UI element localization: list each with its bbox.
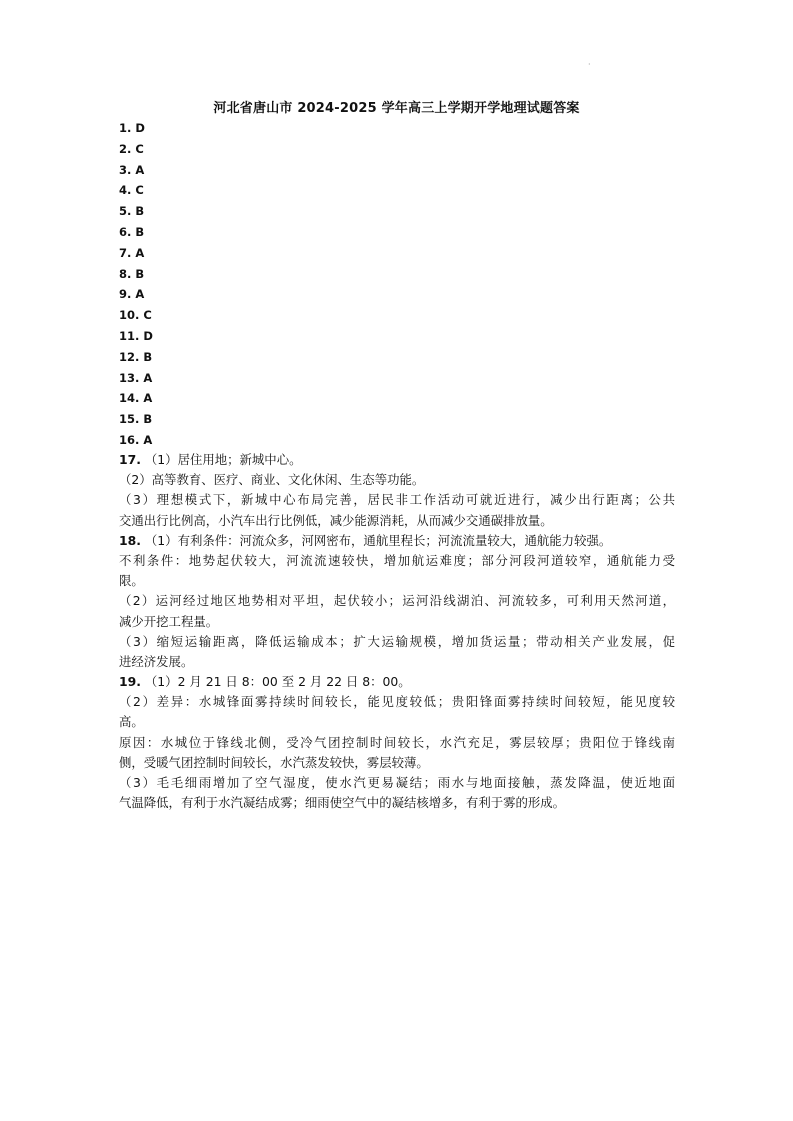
answer-item: 1. D bbox=[119, 121, 145, 135]
answer-item: 12. B bbox=[119, 349, 153, 364]
answer-details bbox=[119, 450, 675, 813]
document-title: 河北省唐山市 2024-2025 学年高三上学期开学地理试题答案 bbox=[213, 101, 580, 116]
question-number: 17. bbox=[119, 452, 141, 467]
q19-line bbox=[119, 672, 675, 692]
answer-item: 8. B bbox=[119, 266, 145, 281]
answer-item: 14. A bbox=[119, 391, 153, 406]
question-number: 18. bbox=[119, 532, 141, 548]
q19-line3: 高。 bbox=[119, 714, 144, 730]
q17-line bbox=[119, 450, 675, 470]
answer-list bbox=[119, 118, 679, 451]
answer-item: 7. A bbox=[119, 245, 145, 260]
q18-line5: 减少开挖工程量。 bbox=[119, 613, 219, 629]
q18-line3: 限。 bbox=[119, 573, 144, 589]
answer-item: 13. A bbox=[119, 370, 153, 385]
answer-item: 2. C bbox=[119, 141, 144, 156]
corner-mark: · bbox=[588, 60, 591, 69]
answer-item: 11. D bbox=[119, 328, 153, 343]
q19-line2: （2）差异：水城锋面雾持续时间较长，能见度较低；贵阳锋面雾持续时间较短，能见度较 bbox=[119, 694, 675, 710]
q19-line1: （1）2 月 21 日 8：00 至 2 月 22 日 8：00。 bbox=[144, 674, 411, 690]
q17-line3: （3）理想模式下，新城中心布局完善，居民非工作活动可就近进行，减少出行距离；公共 bbox=[119, 492, 675, 508]
question-number: 19. bbox=[119, 674, 141, 690]
answer-item: 5. B bbox=[119, 204, 145, 219]
answer-item: 4. C bbox=[119, 183, 144, 198]
answer-item: 9. A bbox=[119, 287, 145, 302]
q19-line4: 原因：水城位于锋线北侧，受冷气团控制时间较长，水汽充足，雾层较厚；贵阳位于锋线南 bbox=[119, 734, 675, 750]
q18-line4: （2）运河经过地区地势相对平坦，起伏较小；运河沿线湖泊、河流较多，可利用天然河道， bbox=[119, 593, 675, 609]
answer-item: 6. B bbox=[119, 224, 145, 239]
q18-line1: （1）有利条件：河流众多，河网密布，通航里程长；河流流量较大，通航能力较强。 bbox=[144, 532, 612, 548]
q18-line7: 进经济发展。 bbox=[119, 653, 194, 669]
answer-item: 16. A bbox=[119, 432, 153, 447]
q19-line7: 气温降低，有利于水汽凝结成雾；细雨使空气中的凝结核增多，有利于雾的形成。 bbox=[119, 795, 566, 811]
q18-line2: 不利条件：地势起伏较大，河流流速较快，增加航运难度；部分河段河道较窄，通航能力受 bbox=[119, 552, 675, 568]
q18-line6: （3）缩短运输距离，降低运输成本；扩大运输规模，增加货运量；带动相关产业发展，促 bbox=[119, 633, 675, 649]
q17-line2: （2）高等教育、医疗、商业、文化休闲、生态等功能。 bbox=[119, 472, 425, 488]
answer-item: 3. A bbox=[119, 162, 145, 177]
q19-line5: 侧，受暖气团控制时间较长，水汽蒸发较快，雾层较薄。 bbox=[119, 754, 429, 770]
answer-item: 10. C bbox=[119, 308, 152, 323]
q17-line1: （1）居住用地；新城中心。 bbox=[144, 452, 302, 467]
q18-line bbox=[119, 531, 675, 551]
q17-line4: 交通出行比例高，小汽车出行比例低，减少能源消耗，从而减少交通碳排放量。 bbox=[119, 512, 553, 528]
q19-line6: （3）毛毛细雨增加了空气湿度，使水汽更易凝结；雨水与地面接触，蒸发降温，使近地面 bbox=[119, 775, 675, 790]
answer-item: 15. B bbox=[119, 412, 153, 427]
